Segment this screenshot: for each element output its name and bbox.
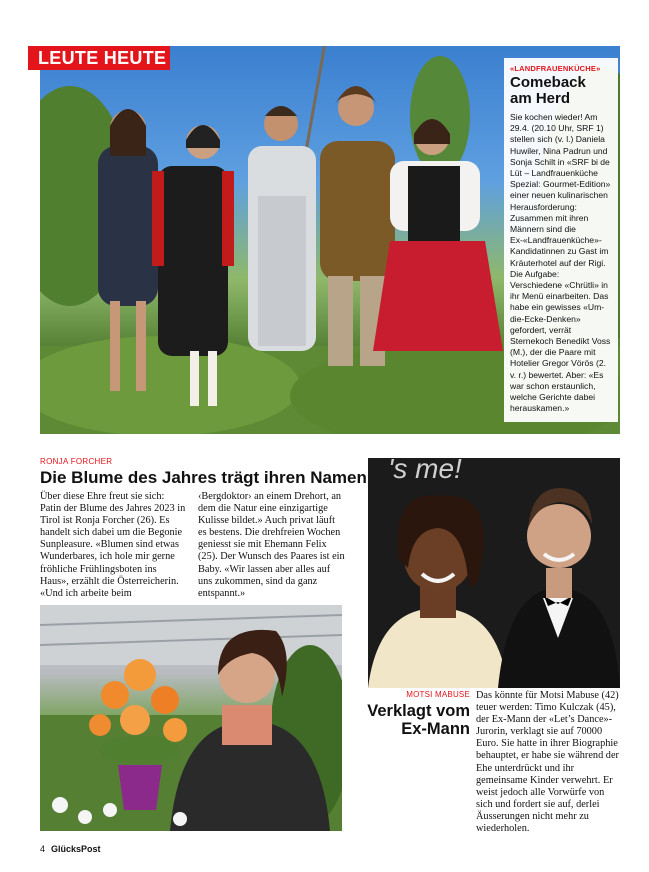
ronja-kicker: RONJA FORCHER [40, 457, 113, 466]
top-story-body: Sie kochen wieder! Am 29.4. (20.10 Uhr, SRF 1) stellen sich (v. l.) Daniela Huwiler, Nina Padrun und Sonja Schilt in «SRF bi de Lüt – Landfrauenküche Spezial: Gourmet-Edition» einer neuen kulinarischen Herausforderung: Zusammen mit ihren Männern sind die Ex-«Landfrauenküche»-Kandidatinnen zu Gast im Kräuterhotel auf der Rigi. Die Aufgabe: Verschiedene «Chrütli» in ihr Menü einarbeiten. Das habe ein gewisses «Um-die-Ecke-Denken» gefordert, verrät Sternekoch Benedikt Voss (M.), der die Paare mit Hotelier Gregor Vörös (2. v. r.) bewertet. Aber: «Es war schon erstaunlich, welche Gerichte dabei herauskamen.» [510, 112, 611, 414]
top-story-box [504, 58, 618, 422]
page-number: 4 [40, 844, 46, 854]
photo-ronja-forcher [40, 605, 342, 831]
motsi-title [366, 702, 470, 738]
ronja-body-col2: ‹Bergdoktor› an einem Drehort, an dem die Natur eine einzigartige Kulisse bildet.» Auch privat läuft es bestens. Die drehfreien Wochen geniesst sie mit Ehemann Felix (25). Der Wunsch des Paares ist ein Baby. «Wir lassen aber alles auf uns zukommen, sind da ganz entspannt.» [198, 491, 345, 599]
section-label: LEUTE HEUTE [28, 46, 170, 70]
top-story-title [510, 75, 612, 107]
brand-name: GlücksPost [51, 844, 101, 854]
ronja-title: Die Blume des Jahres trägt ihren Namen [40, 468, 367, 487]
photo-motsi-mabuse [368, 458, 620, 688]
motsi-title-line1: Verklagt vom [367, 702, 470, 720]
motsi-title-line2: Ex-Mann [401, 720, 470, 738]
top-story-kicker: «LANDFRAUENKÜCHE» [510, 64, 601, 73]
page-footer [40, 844, 101, 854]
top-story-title-line1: Comeback [510, 74, 586, 91]
motsi-kicker: MOTSI MABUSE [406, 690, 470, 699]
motsi-photo-illustration [368, 458, 620, 688]
backdrop-text: 's me! [388, 458, 462, 484]
ronja-photo-illustration [40, 605, 342, 831]
ronja-body-col1: Über diese Ehre freut sie sich: Patin der Blume des Jahres 2023 in Tirol ist Ronja Forcher (26). Es handelt sich dabei um die Begonie Sunpleasure. «Blumen sind etwas Wunderbares, ich hole mir gerne fröhliche Frühlingsboten ins Haus», erzählt die Österreicherin. «Und ich arbeite beim [40, 491, 186, 599]
top-story-title-line2: am Herd [510, 90, 571, 107]
motsi-body: Das könnte für Motsi Mabuse (42) teuer werden: Timo Kulczak (45), der Ex-Mann der «Let’s Dance»-Jurorin, verklagt sie auf 70000 Euro. Sie hatte in ihrer Biographie behauptet, er habe sie während der Ehe unterdrückt und ihr gemeinsame Kinder verwehrt. Er weist jedoch alle Vorwürfe von sich und fordert sie auf, derlei Äusserungen nicht mehr zu wiederholen. [476, 690, 619, 835]
